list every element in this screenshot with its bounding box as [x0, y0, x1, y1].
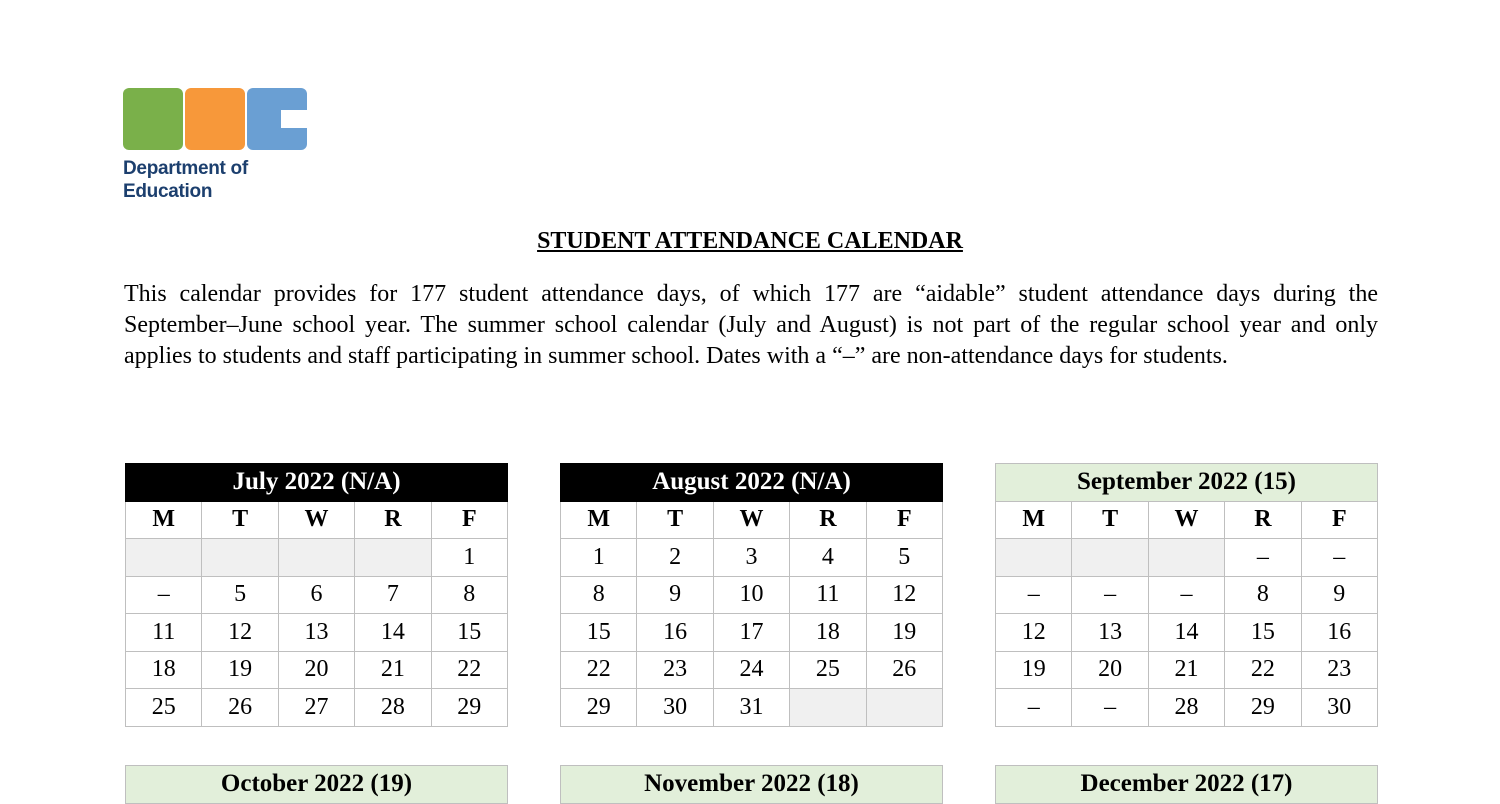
day-cell: 11: [126, 614, 202, 652]
week-row: [126, 614, 508, 652]
month-title: July 2022 (N/A): [126, 464, 508, 502]
day-cell: 12: [866, 576, 942, 614]
day-cell: 4: [790, 539, 866, 577]
day-cell: [126, 539, 202, 577]
logo-n: [123, 88, 183, 150]
month-title: October 2022 (19): [126, 766, 508, 804]
day-cell: 19: [996, 651, 1072, 689]
weekday-header: R: [1225, 501, 1301, 539]
day-cell: 21: [355, 651, 431, 689]
day-cell: 5: [866, 539, 942, 577]
day-cell: [1072, 539, 1148, 577]
logo-subtitle-line1: Department of: [123, 158, 248, 179]
week-row: [561, 614, 943, 652]
nyc-doe-logo: [123, 88, 308, 203]
day-cell: [790, 689, 866, 727]
week-row: [126, 576, 508, 614]
day-cell: 15: [561, 614, 637, 652]
month-calendar: [125, 765, 508, 804]
month-title: November 2022 (18): [561, 766, 943, 804]
week-row: [126, 651, 508, 689]
week-row: [561, 689, 943, 727]
day-cell: [278, 539, 354, 577]
day-cell: 6: [278, 576, 354, 614]
day-cell: 22: [1225, 651, 1301, 689]
nyc-logo-letters: [123, 88, 308, 150]
day-cell: 16: [1301, 614, 1377, 652]
day-cell: 27: [278, 689, 354, 727]
day-cell: 23: [1301, 651, 1377, 689]
day-cell: [996, 539, 1072, 577]
day-cell: 19: [866, 614, 942, 652]
month-calendar: [560, 463, 943, 727]
weekday-header: F: [866, 501, 942, 539]
day-cell: 21: [1148, 651, 1224, 689]
day-cell: 14: [1148, 614, 1224, 652]
day-cell: 8: [561, 576, 637, 614]
weekday-header: W: [278, 501, 354, 539]
week-row: [996, 614, 1378, 652]
day-cell: 2: [637, 539, 713, 577]
day-cell: 26: [202, 689, 278, 727]
day-cell: –: [1072, 576, 1148, 614]
weekday-header: F: [431, 501, 507, 539]
day-cell: 30: [1301, 689, 1377, 727]
day-cell: 22: [431, 651, 507, 689]
day-cell: 28: [355, 689, 431, 727]
day-cell: 25: [790, 651, 866, 689]
week-row: [126, 689, 508, 727]
day-cell: 1: [561, 539, 637, 577]
day-cell: –: [1148, 576, 1224, 614]
day-cell: 13: [278, 614, 354, 652]
day-cell: 8: [1225, 576, 1301, 614]
day-cell: 22: [561, 651, 637, 689]
month-title: December 2022 (17): [996, 766, 1378, 804]
day-cell: 7: [355, 576, 431, 614]
day-cell: 29: [431, 689, 507, 727]
day-cell: 19: [202, 651, 278, 689]
week-row: [561, 539, 943, 577]
day-cell: 8: [431, 576, 507, 614]
weekday-header: T: [637, 501, 713, 539]
day-cell: 12: [996, 614, 1072, 652]
day-cell: –: [1225, 539, 1301, 577]
day-cell: 15: [431, 614, 507, 652]
day-cell: 16: [637, 614, 713, 652]
day-cell: –: [126, 576, 202, 614]
month-calendar: [995, 463, 1378, 727]
week-row: [561, 651, 943, 689]
week-row: [996, 539, 1378, 577]
weekday-header: W: [1148, 501, 1224, 539]
week-row: [996, 576, 1378, 614]
day-cell: 29: [1225, 689, 1301, 727]
day-cell: [202, 539, 278, 577]
month-title: September 2022 (15): [996, 464, 1378, 502]
week-row: [561, 576, 943, 614]
day-cell: 20: [1072, 651, 1148, 689]
day-cell: 14: [355, 614, 431, 652]
day-cell: 12: [202, 614, 278, 652]
day-cell: –: [996, 689, 1072, 727]
day-cell: 9: [1301, 576, 1377, 614]
day-cell: –: [996, 576, 1072, 614]
day-cell: 25: [126, 689, 202, 727]
day-cell: 1: [431, 539, 507, 577]
day-cell: [355, 539, 431, 577]
weekday-header: M: [126, 501, 202, 539]
day-cell: 13: [1072, 614, 1148, 652]
weekday-header: F: [1301, 501, 1377, 539]
intro-paragraph: This calendar provides for 177 student attendance days, of which 177 are “aidable” student attendance days during the September–June school year. The summer school calendar (July and August) is not part of the regular school year and only applies to students and staff participating in summer school. Dates with a “–” are non-attendance days for students.: [124, 281, 1378, 369]
day-cell: 28: [1148, 689, 1224, 727]
weekday-header: M: [561, 501, 637, 539]
day-cell: [866, 689, 942, 727]
month-title: August 2022 (N/A): [561, 464, 943, 502]
day-cell: 3: [713, 539, 789, 577]
day-cell: 24: [713, 651, 789, 689]
day-cell: 29: [561, 689, 637, 727]
weekday-header: T: [202, 501, 278, 539]
day-cell: 20: [278, 651, 354, 689]
day-cell: 18: [126, 651, 202, 689]
month-calendar: [560, 765, 943, 804]
weekday-header: M: [996, 501, 1072, 539]
day-cell: –: [1072, 689, 1148, 727]
day-cell: 23: [637, 651, 713, 689]
day-cell: 9: [637, 576, 713, 614]
day-cell: –: [1301, 539, 1377, 577]
weekday-header: W: [713, 501, 789, 539]
month-calendar: [125, 463, 508, 727]
day-cell: 30: [637, 689, 713, 727]
logo-c: [247, 88, 307, 150]
day-cell: 10: [713, 576, 789, 614]
page-title: STUDENT ATTENDANCE CALENDAR: [537, 228, 963, 254]
day-cell: 18: [790, 614, 866, 652]
day-cell: 11: [790, 576, 866, 614]
month-calendar: [995, 765, 1378, 804]
day-cell: [1148, 539, 1224, 577]
day-cell: 15: [1225, 614, 1301, 652]
day-cell: 5: [202, 576, 278, 614]
logo-subtitle: [123, 157, 308, 203]
logo-subtitle-line2: Education: [123, 181, 213, 202]
week-row: [126, 539, 508, 577]
weekday-header: R: [355, 501, 431, 539]
day-cell: 26: [866, 651, 942, 689]
logo-y: [185, 88, 245, 150]
day-cell: 31: [713, 689, 789, 727]
day-cell: 17: [713, 614, 789, 652]
weekday-header: R: [790, 501, 866, 539]
week-row: [996, 689, 1378, 727]
weekday-header: T: [1072, 501, 1148, 539]
week-row: [996, 651, 1378, 689]
